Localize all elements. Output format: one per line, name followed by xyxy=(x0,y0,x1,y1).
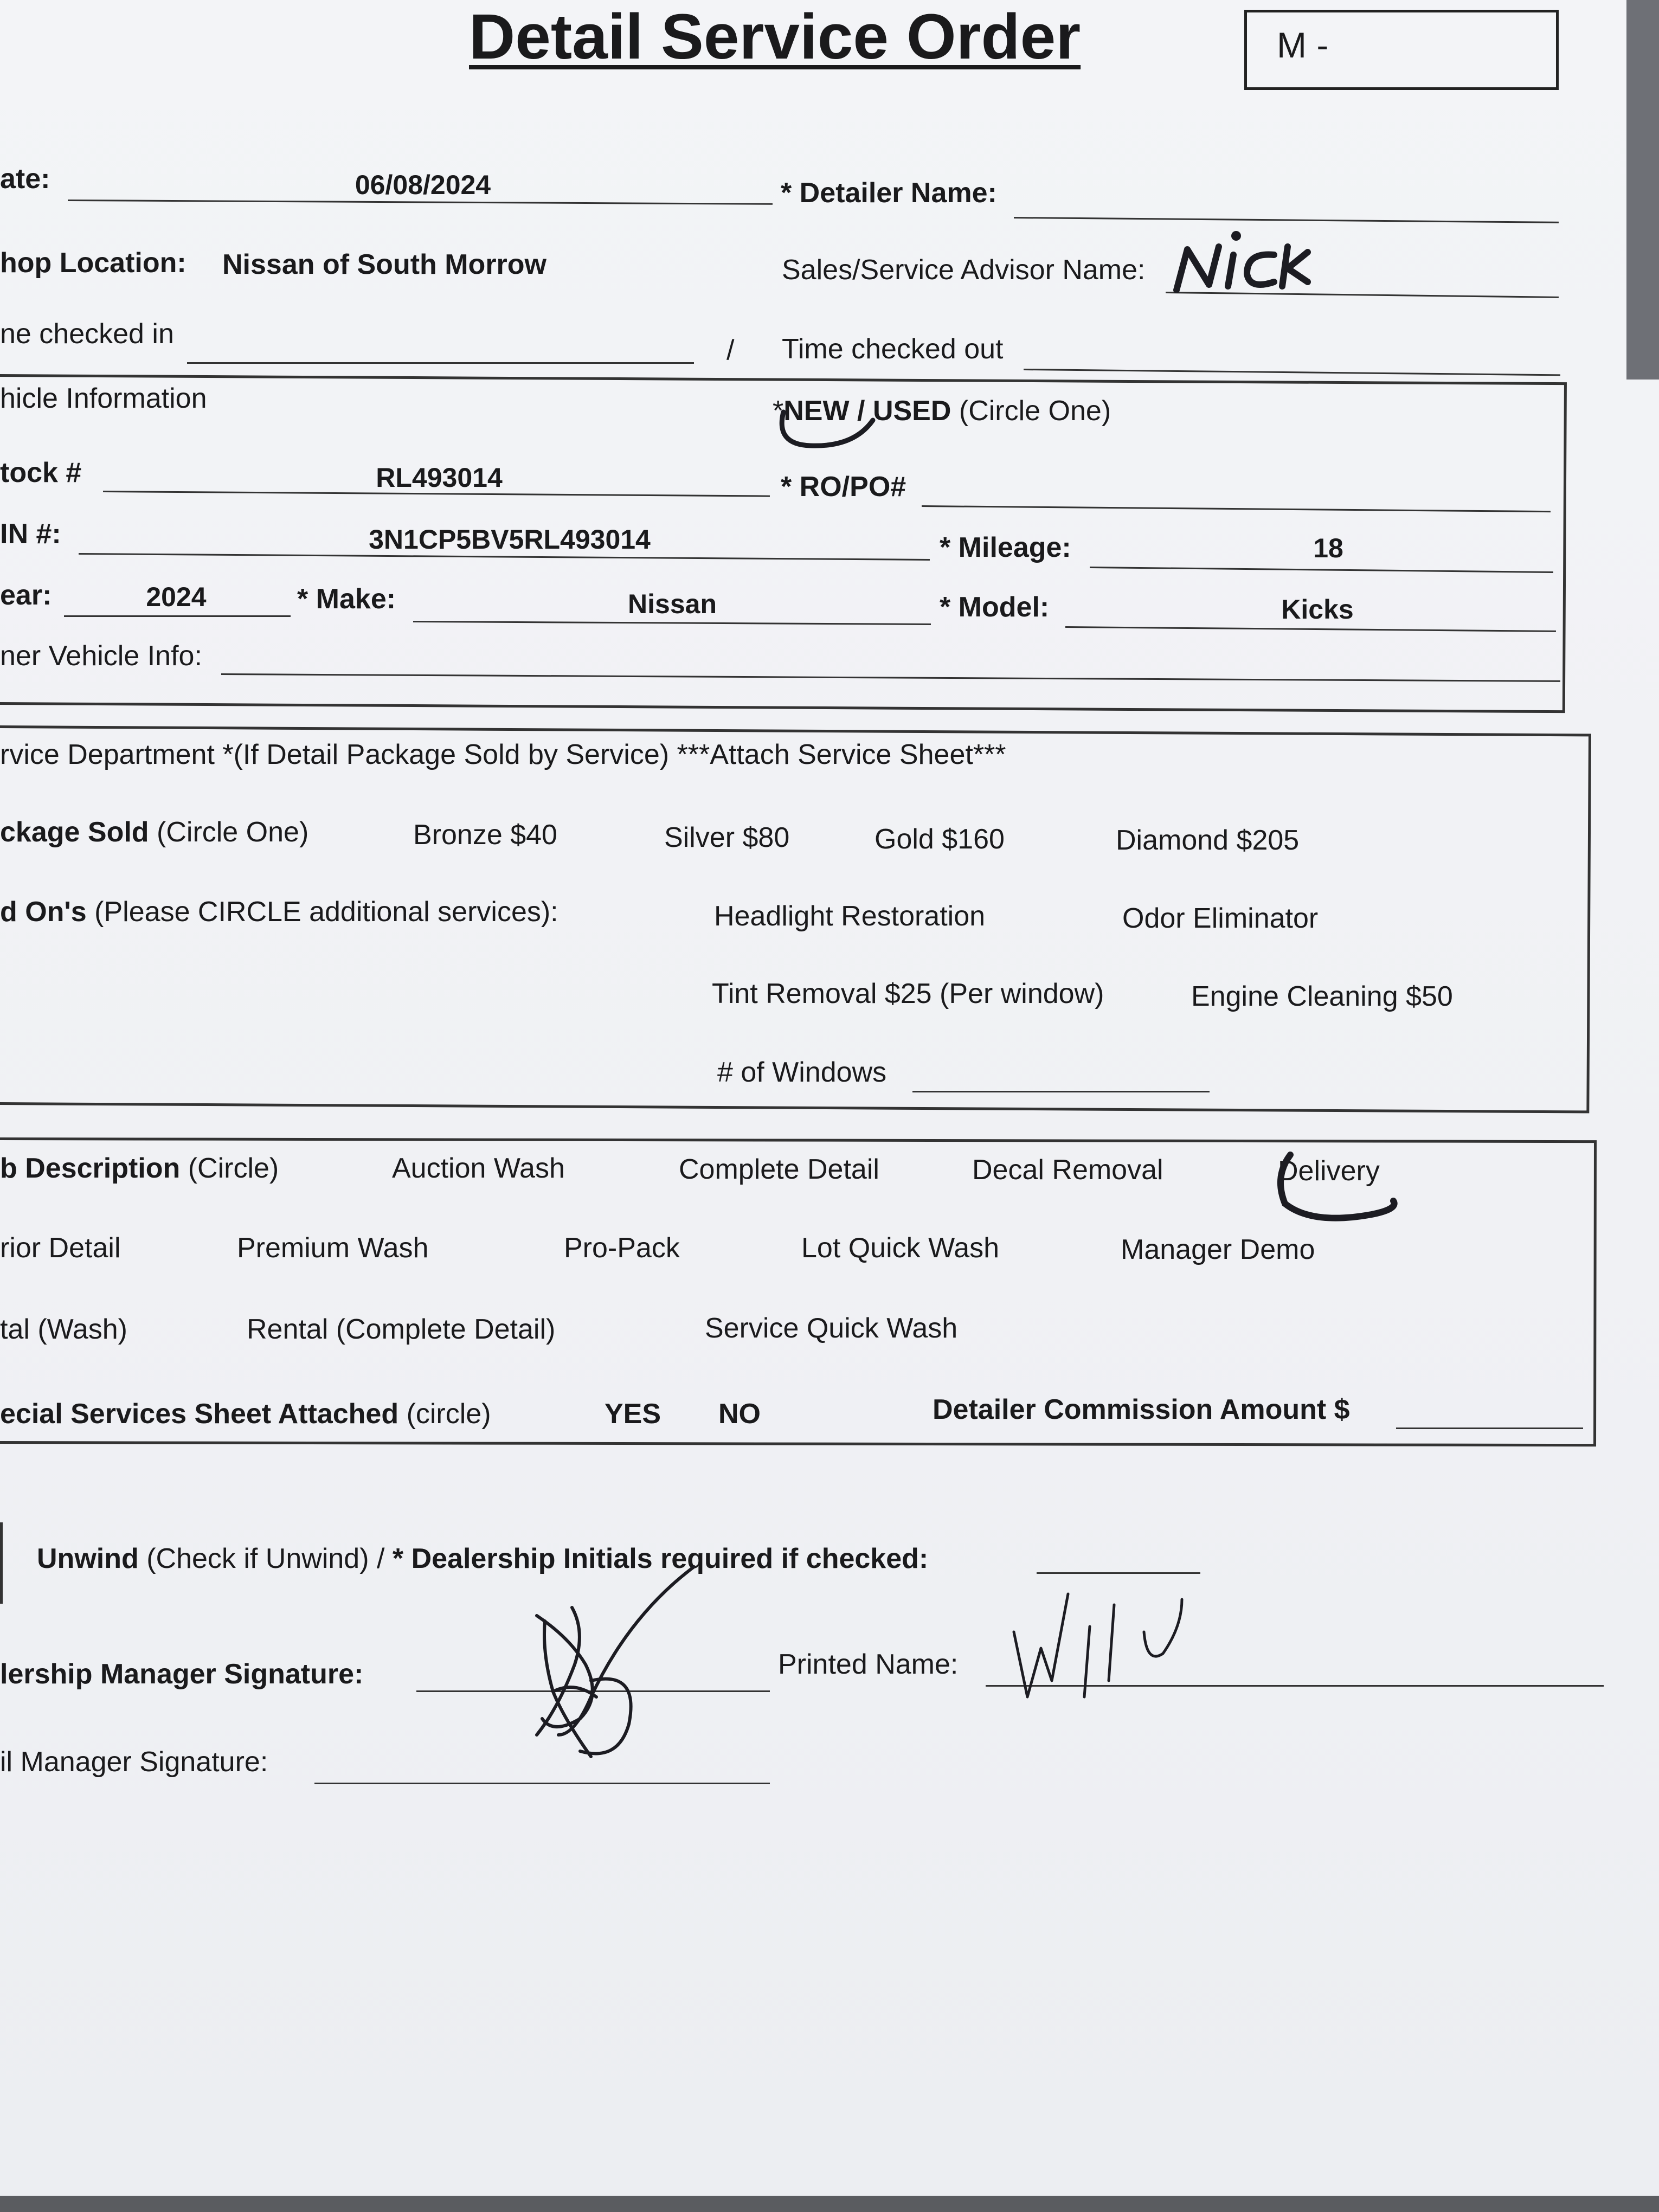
ropo-label: * RO/PO# xyxy=(781,471,906,503)
new-circle-mark xyxy=(773,401,886,455)
addons-note: (Please CIRCLE additional services): xyxy=(94,896,558,928)
special-circle-note: (circle) xyxy=(406,1398,491,1430)
job-decal-removal[interactable]: Decal Removal xyxy=(972,1154,1163,1186)
package-gold[interactable]: Gold $160 xyxy=(874,824,1005,855)
job-complete-detail[interactable]: Complete Detail xyxy=(679,1154,879,1185)
year-label: ear: xyxy=(0,580,52,611)
stock-label: tock # xyxy=(0,457,82,488)
addon-tint[interactable]: Tint Removal $25 (Per window) xyxy=(712,978,1104,1009)
package-label-text: ckage Sold xyxy=(0,816,149,848)
vin-label: IN #: xyxy=(0,518,61,550)
windows-label: # of Windows xyxy=(717,1057,887,1088)
time-separator: / xyxy=(726,335,735,366)
addons-label-text: d On's xyxy=(0,896,87,928)
new-used-separator: / xyxy=(857,395,865,427)
package-bronze[interactable]: Bronze $40 xyxy=(413,819,557,851)
unwind-note: (Check if Unwind) / xyxy=(146,1543,393,1574)
job-delivery[interactable]: Delivery xyxy=(1278,1155,1380,1187)
vehicle-section-label: hicle Information xyxy=(0,383,207,414)
make-label: * Make: xyxy=(297,583,396,615)
job-premium-wash[interactable]: Premium Wash xyxy=(237,1232,429,1264)
unwind-checkbox[interactable] xyxy=(0,1522,3,1604)
job-auction-wash[interactable]: Auction Wash xyxy=(392,1153,565,1184)
service-header: rvice Department *(If Detail Package Sold by Service) ***Attach Service Sheet*** xyxy=(0,739,1006,770)
addon-odor[interactable]: Odor Eliminator xyxy=(1122,903,1319,934)
other-info-label: ner Vehicle Info: xyxy=(0,640,202,672)
addon-engine[interactable]: Engine Cleaning $50 xyxy=(1191,981,1453,1012)
stock-value: RL493014 xyxy=(376,462,503,493)
delivery-circle-mark xyxy=(1263,1144,1404,1236)
package-diamond[interactable]: Diamond $205 xyxy=(1116,825,1300,856)
job-label-text: b Description xyxy=(0,1153,181,1184)
new-option[interactable]: NEW xyxy=(783,395,850,427)
checked-in-label: ne checked in xyxy=(0,318,174,350)
make-value: Nissan xyxy=(628,589,717,619)
job-rental-complete[interactable]: Rental (Complete Detail) xyxy=(247,1314,556,1345)
addons-label xyxy=(0,896,558,928)
windows-line[interactable] xyxy=(912,1091,1210,1092)
special-no[interactable]: NO xyxy=(718,1398,761,1430)
addon-headlight[interactable]: Headlight Restoration xyxy=(714,901,986,932)
unwind-required: * Dealership Initials required if checked: xyxy=(392,1543,929,1574)
printed-name-handwriting xyxy=(1008,1572,1204,1713)
year-line[interactable] xyxy=(64,615,291,617)
detail-manager-signature-label: il Manager Signature: xyxy=(0,1746,268,1778)
printed-name-label: Printed Name: xyxy=(778,1649,959,1680)
manager-signature-mark xyxy=(520,1556,716,1767)
location-label: hop Location: xyxy=(0,247,187,279)
unwind-row xyxy=(37,1542,928,1575)
special-services-label xyxy=(0,1398,491,1430)
new-used-instruction: (Circle One) xyxy=(959,395,1111,427)
package-silver[interactable]: Silver $80 xyxy=(664,822,790,853)
job-service-quick-wash[interactable]: Service Quick Wash xyxy=(705,1313,958,1344)
checked-in-line[interactable] xyxy=(187,362,694,364)
new-used-asterisk: * xyxy=(773,395,784,427)
commission-line[interactable] xyxy=(1396,1427,1583,1429)
date-label: ate: xyxy=(0,163,50,195)
job-circle-note: (Circle) xyxy=(188,1153,279,1184)
order-number-prefix: M - xyxy=(1277,25,1329,65)
location-value: Nissan of South Morrow xyxy=(222,249,546,280)
commission-label: Detailer Commission Amount $ xyxy=(933,1394,1350,1425)
detailer-name-label: * Detailer Name: xyxy=(781,177,997,209)
advisor-label: Sales/Service Advisor Name: xyxy=(782,254,1146,286)
job-manager-demo[interactable]: Manager Demo xyxy=(1121,1234,1315,1265)
detail-manager-signature-line[interactable] xyxy=(314,1783,770,1784)
model-label: * Model: xyxy=(940,591,1050,623)
used-option[interactable]: USED xyxy=(872,395,951,427)
unwind-label: Unwind xyxy=(37,1543,139,1574)
package-sold-label xyxy=(0,816,308,848)
package-circle-note: (Circle One) xyxy=(157,816,309,848)
mileage-value: 18 xyxy=(1313,533,1343,563)
background-edge-bottom xyxy=(0,2196,1659,2212)
order-number-box[interactable] xyxy=(1244,10,1559,90)
vin-value: 3N1CP5BV5RL493014 xyxy=(369,524,651,555)
mileage-label: * Mileage: xyxy=(940,532,1071,563)
manager-signature-label: lership Manager Signature: xyxy=(0,1658,364,1690)
advisor-handwriting xyxy=(1166,222,1317,298)
job-pro-pack[interactable]: Pro-Pack xyxy=(564,1232,680,1264)
job-rental-wash[interactable]: tal (Wash) xyxy=(0,1314,127,1345)
checked-out-label: Time checked out xyxy=(782,333,1004,365)
special-label-text: ecial Services Sheet Attached xyxy=(0,1398,399,1430)
form-title: Detail Service Order xyxy=(469,1,1081,73)
job-description-label xyxy=(0,1152,279,1185)
background-edge xyxy=(1626,0,1659,380)
job-interior-detail[interactable]: rior Detail xyxy=(0,1232,121,1264)
model-value: Kicks xyxy=(1281,594,1354,625)
date-value: 06/08/2024 xyxy=(355,170,491,200)
job-lot-quick-wash[interactable]: Lot Quick Wash xyxy=(801,1232,1000,1264)
year-value: 2024 xyxy=(146,582,207,612)
special-yes[interactable]: YES xyxy=(605,1398,661,1430)
